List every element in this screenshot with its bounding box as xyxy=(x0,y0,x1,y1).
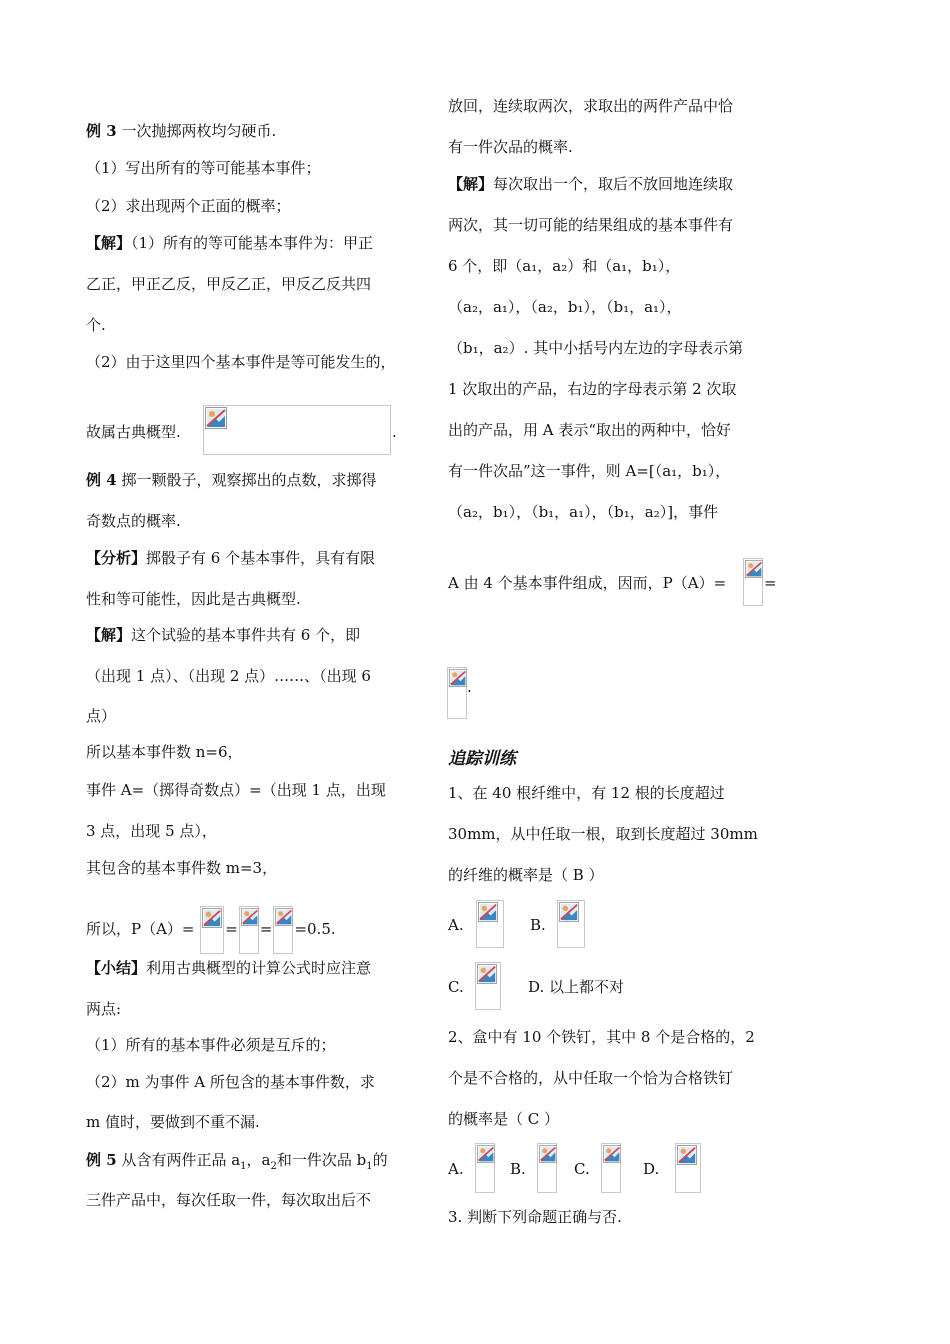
right-sol5: （b₁，a₂）. 其中小括号内左边的字母表示第 xyxy=(448,339,744,357)
equals-sign: = xyxy=(225,920,238,938)
option-label: C. xyxy=(448,978,464,996)
fraction-image-icon xyxy=(273,906,293,954)
example3-text: 一次抛掷两枚均匀硬币. xyxy=(116,122,277,140)
right-sol3: 6 个，即（a₁，a₂）和（a₁，b₁）， xyxy=(448,257,681,275)
question1-line2: 30mm，从中任取一根，取到长度超过 30mm xyxy=(448,825,758,843)
subscript: 1 xyxy=(366,1161,373,1172)
option-label: B. xyxy=(510,1160,526,1178)
example5-label: 例 5 xyxy=(86,1151,117,1169)
option-label: A. xyxy=(448,916,464,934)
q1-option-a[interactable] xyxy=(448,915,464,935)
right-solution xyxy=(448,174,733,194)
example5-text: 从含有两件正品 a xyxy=(121,1151,241,1169)
question2-line2: 个是不合格的，从中任取一个恰为合格铁钉 xyxy=(448,1069,734,1087)
summary-point1: （1）所有的基本事件必须是互斥的； xyxy=(86,1036,336,1054)
example4-solution3: 点） xyxy=(86,707,117,725)
example3-label: 例 3 xyxy=(86,122,117,140)
q2-option-d[interactable] xyxy=(643,1159,659,1179)
solution-text: 每次取出一个，取后不放回地连续取 xyxy=(493,175,734,193)
example4-text2: 奇数点的概率. xyxy=(86,512,181,530)
example4-n: 所以基本事件数 n=6， xyxy=(86,743,243,761)
option-label: C. xyxy=(574,1160,590,1178)
summary2: 两点: xyxy=(86,1000,122,1018)
q2-option-a[interactable] xyxy=(448,1159,464,1179)
solution-label: 【解】 xyxy=(86,626,132,644)
example3-q2: （2）求出现两个正面的概率； xyxy=(86,197,291,215)
q1-option-c[interactable] xyxy=(448,977,464,997)
formula-image-icon xyxy=(203,405,391,455)
period: . xyxy=(392,423,397,441)
right-sol6: 1 次取出的产品，右边的字母表示第 2 次取 xyxy=(448,380,737,398)
question2-line3: 的概率是（ C ） xyxy=(448,1110,560,1128)
right-sol8: 有一件次品”这一事件，则 A=[（a₁，b₁）， xyxy=(448,462,731,480)
equals-sign: = xyxy=(764,574,777,592)
summary-point2: （2）m 为事件 A 所包含的基本事件数，求 xyxy=(86,1073,375,1091)
analysis-text: 掷骰子有 6 个基本事件，具有有限 xyxy=(146,549,376,567)
summary-label: 【小结】 xyxy=(86,959,147,977)
example4-label: 例 4 xyxy=(86,471,117,489)
option-image-icon xyxy=(475,1143,495,1193)
question3: 3. 判断下列命题正确与否. xyxy=(448,1208,622,1226)
example4-event-a: 事件 A=（掷得奇数点）=（出现 1 点，出现 xyxy=(86,781,386,799)
solution-label: 【解】 xyxy=(448,175,494,193)
period: . xyxy=(467,678,472,696)
solution-text: 这个试验的基本事件共有 6 个，即 xyxy=(131,626,361,644)
equals-sign: = xyxy=(259,920,273,938)
example5-text: ，a xyxy=(246,1151,271,1169)
right-cont1: 放回，连续取两次，求取出的两件产品中恰 xyxy=(448,97,734,115)
example4-analysis2: 性和等可能性，因此是古典概型. xyxy=(86,590,301,608)
q2-option-b[interactable] xyxy=(510,1159,526,1179)
right-sol2: 两次，其一切可能的结果组成的基本事件有 xyxy=(448,216,734,234)
analysis-label: 【分析】 xyxy=(86,549,147,567)
question2: 2、盒中有 10 个铁钉，其中 8 个是合格的，2 xyxy=(448,1028,755,1046)
example4-m: 其包含的基本事件数 m=3， xyxy=(86,859,278,877)
example3-solution-line4: （2）由于这里四个基本事件是等可能发生的， xyxy=(86,353,396,371)
probability-suffix: =0.5. xyxy=(294,920,336,938)
example5-heading xyxy=(86,1150,388,1177)
summary xyxy=(86,958,371,978)
question1-line3: 的纤维的概率是（ B ） xyxy=(448,866,604,884)
example5-text: 和一件次品 b xyxy=(276,1151,367,1169)
option-image-icon xyxy=(537,1143,557,1193)
example4-solution xyxy=(86,625,360,645)
right-sol7: 出的产品，用 A 表示“取出的两种中，恰好 xyxy=(448,421,732,439)
example3-q1: （1）写出所有的等可能基本事件； xyxy=(86,159,321,177)
fraction-image-icon xyxy=(200,906,224,954)
q1-option-b[interactable] xyxy=(530,915,546,935)
example4-event-a2: 3 点，出现 5 点）， xyxy=(86,822,217,840)
example3-solution-line2: 乙正，甲正乙反，甲反乙正，甲反乙反共四 xyxy=(86,275,372,293)
option-image-icon xyxy=(675,1143,701,1193)
example4-heading xyxy=(86,470,376,490)
section-title: 追踪训练 xyxy=(448,749,516,769)
example5-text: 的 xyxy=(372,1151,388,1169)
probability-prefix: 所以，P（A）= xyxy=(86,920,195,938)
right-sol9: （a₂，b₁），（b₁，a₁），（b₁，a₂）]，事件 xyxy=(448,503,719,521)
option-image-icon xyxy=(557,900,585,948)
right-cont2: 有一件次品的概率. xyxy=(448,138,573,156)
example4-analysis xyxy=(86,548,375,568)
q2-option-c[interactable] xyxy=(574,1159,590,1179)
solution-text: （1）所有的等可能基本事件为：甲正 xyxy=(131,234,374,252)
subscript: 1 xyxy=(240,1161,247,1172)
option-label: D. xyxy=(643,1160,660,1178)
fraction-image-icon xyxy=(239,906,259,954)
fraction-image-icon xyxy=(447,667,467,719)
example3-solution-line3: 个. xyxy=(86,316,106,334)
example3-solution-line5: 故属古典概型. xyxy=(86,423,181,441)
example4-probability xyxy=(86,906,336,954)
solution-label: 【解】 xyxy=(86,234,132,252)
example3-solution-line1 xyxy=(86,233,373,253)
option-image-icon xyxy=(601,1143,621,1193)
question1: 1、在 40 根纤维中，有 12 根的长度超过 xyxy=(448,784,725,802)
example4-text: 掷一颗骰子，观察掷出的点数，求掷得 xyxy=(116,471,377,489)
right-sol4: （a₂，a₁），（a₂，b₁），（b₁，a₁）， xyxy=(448,298,682,316)
subscript: 2 xyxy=(270,1161,277,1172)
option-image-icon xyxy=(475,962,501,1010)
q1-option-d[interactable]: D. 以上都不对 xyxy=(528,978,625,996)
option-label: B. xyxy=(530,916,546,934)
example3-heading xyxy=(86,121,276,141)
fraction-image-icon xyxy=(743,558,763,606)
right-sol10 xyxy=(448,573,726,593)
probability-prefix: A 由 4 个基本事件组成，因而，P（A）= xyxy=(448,574,727,592)
summary-text: 利用古典概型的计算公式时应注意 xyxy=(146,959,372,977)
option-image-icon xyxy=(476,900,504,948)
example4-solution2: （出现 1 点）、（出现 2 点）……、（出现 6 xyxy=(86,667,371,685)
example5-text2: 三件产品中，每次任取一件，每次取出后不 xyxy=(86,1191,372,1209)
option-label: A. xyxy=(448,1160,464,1178)
summary-point2b: m 值时，要做到不重不漏. xyxy=(86,1113,260,1131)
